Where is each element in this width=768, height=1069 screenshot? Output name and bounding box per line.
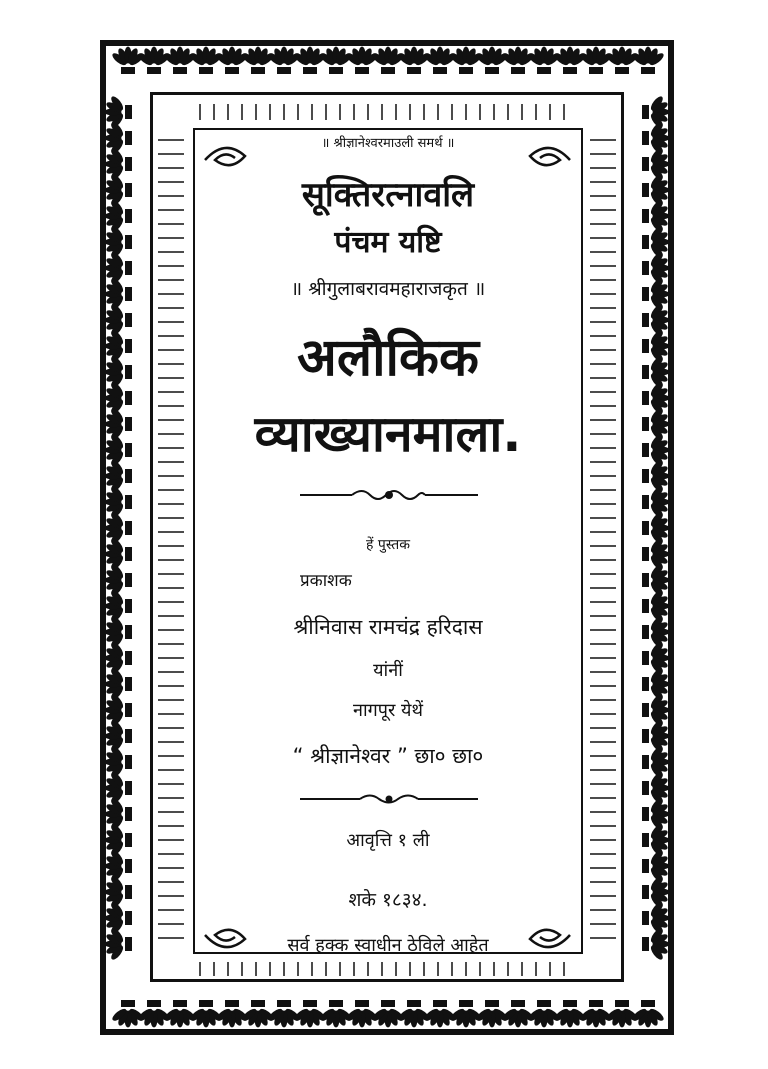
section-title: पंचम यष्टि [334,225,442,260]
edition-line: आवृत्ति १ ली [346,830,430,851]
main-title-line1: अलौकिक [297,328,479,388]
place-line: नागपूर येथें [352,700,424,721]
main-title-line2: व्याख्यानमाला. [254,405,522,463]
author-line: ॥ श्रीगुलाबरावमहाराजकृत ॥ [290,278,486,300]
publisher-label: प्रकाशक [300,571,352,591]
year-line: शके १८३४. [348,889,428,911]
series-title: सूक्तिरत्नावलि [301,175,475,215]
publisher-name: श्रीनिवास रामचंद्र हरिदास [293,615,483,639]
rights-line: सर्व हक्क स्वाधीन ठेविले आहेत [287,935,489,956]
this-book-label: हें पुस्तक [365,537,410,553]
by-label: यांनीं [373,660,403,681]
header-invocation: ॥ श्रीज्ञानेश्वरमाउली समर्थ ॥ [321,136,455,151]
press-name: “ श्रीज्ञानेश्वर ” छा० छा० [292,744,484,768]
